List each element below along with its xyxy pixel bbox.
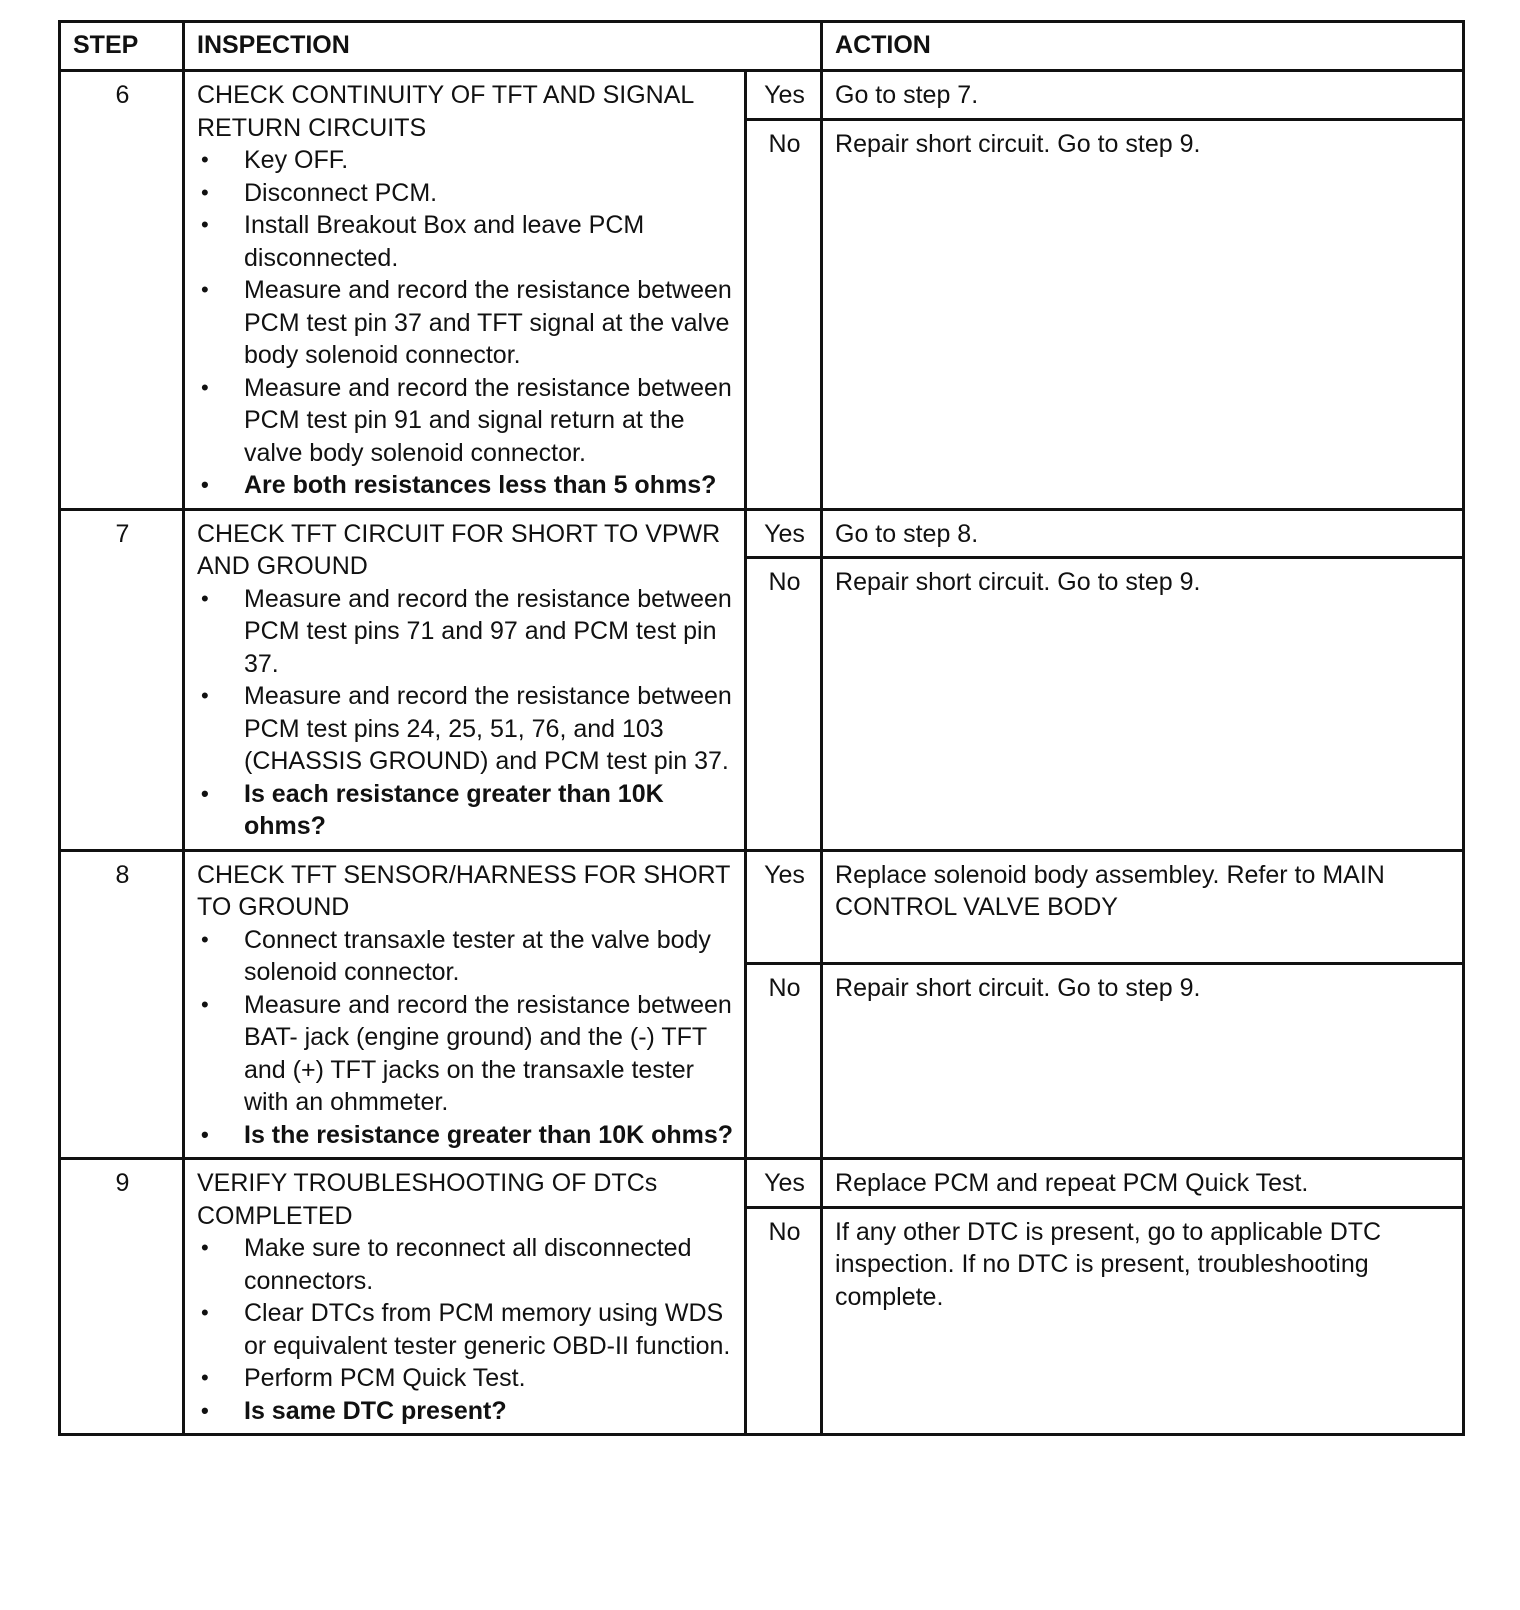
inspection-steps [197,924,734,1152]
bullet-icon: • [201,1121,209,1147]
inspection-title: CHECK TFT CIRCUIT FOR SHORT TO VPWR AND GROUND [197,519,721,580]
bullet-icon: • [201,991,209,1017]
inspection-step-text: Measure and record the resistance between PCM test pin 37 and TFT signal at the valve body solenoid connector. [244,276,732,369]
inspection-question-text: Is same DTC present? [244,1396,507,1425]
inspection-step-text: Install Breakout Box and leave PCM disconnected. [244,211,645,272]
inspection-step-text: Measure and record the resistance between BAT- jack (engine ground) and the (-) TFT and (+) TFT jacks on the transaxle tester with an ohmmeter. [244,990,732,1116]
inspection-step [197,1362,734,1395]
header-inspection: INSPECTION [184,22,822,71]
diagnostic-table [58,20,1465,1436]
inspection-step-text: Measure and record the resistance between PCM test pins 71 and 97 and PCM test pin 37. [244,584,732,678]
answer-yes: Yes [746,71,822,120]
answer-no: No [746,558,822,851]
inspection-cell [184,509,746,850]
answer-no: No [746,963,822,1159]
inspection-step [197,274,734,372]
step-number: 9 [60,1159,184,1435]
inspection-question-text: Is the resistance greater than 10K ohms? [244,1120,734,1149]
step-number: 7 [60,509,184,850]
inspection-step [197,583,734,681]
inspection-question-text: Is each resistance greater than 10K ohms? [244,779,664,840]
answer-yes: Yes [746,1159,822,1208]
bullet-icon: • [201,277,209,302]
inspection-step [197,989,734,1119]
action-no: Repair short circuit. Go to step 9. [822,963,1464,1159]
inspection-step [197,144,734,177]
action-yes: Replace solenoid body assembley. Refer to MAIN CONTROL VALVE BODY [822,850,1464,963]
inspection-cell [184,1159,746,1435]
answer-no: No [746,1207,822,1435]
step-7-group [60,509,1464,850]
bullet-icon: • [201,147,209,172]
inspection-step [197,924,734,989]
header-row [60,22,1464,71]
bullet-icon: • [201,212,209,237]
header-step: STEP [60,22,184,71]
step-8-yes-row [60,850,1464,963]
inspection-question [197,1119,734,1152]
inspection-question [197,1395,734,1428]
inspection-steps [197,144,734,502]
bullet-icon: • [201,683,209,708]
bullet-icon: • [201,179,209,205]
inspection-steps [197,1232,734,1427]
step-7-yes-row [60,509,1464,558]
inspection-step [197,680,734,778]
step-6-yes-row [60,71,1464,120]
bullet-icon: • [201,585,209,611]
bullet-icon: • [201,926,209,952]
step-6-group [60,71,1464,510]
inspection-step [197,209,734,274]
action-no: Repair short circuit. Go to step 9. [822,558,1464,851]
inspection-step-text: Connect transaxle tester at the valve body solenoid connector. [244,925,711,986]
inspection-question [197,469,734,502]
bullet-icon: • [201,1300,209,1325]
answer-yes: Yes [746,850,822,963]
inspection-title: VERIFY TROUBLESHOOTING OF DTCs COMPLETED [197,1169,658,1230]
inspection-step-text: Clear DTCs from PCM memory using WDS or equivalent tester generic OBD-II function. [244,1299,731,1360]
action-yes: Replace PCM and repeat PCM Quick Test. [822,1159,1464,1208]
step-number: 6 [60,71,184,510]
inspection-cell [184,850,746,1159]
step-9-yes-row [60,1159,1464,1208]
inspection-step [197,1232,734,1297]
inspection-step [197,372,734,470]
bullet-icon: • [201,1365,209,1390]
inspection-step-text: Key OFF. [244,146,349,174]
answer-yes: Yes [746,509,822,558]
answer-no: No [746,119,822,509]
header-action: ACTION [822,22,1464,71]
inspection-step-text: Disconnect PCM. [244,178,438,207]
bullet-icon: • [201,472,209,497]
inspection-cell [184,71,746,510]
bullet-icon: • [201,374,209,400]
inspection-title: CHECK TFT SENSOR/HARNESS FOR SHORT TO GROUND [197,860,730,921]
bullet-icon: • [201,1397,209,1423]
inspection-question [197,778,734,843]
bullet-icon: • [201,1235,209,1260]
inspection-step [197,177,734,210]
action-no: If any other DTC is present, go to applicable DTC inspection. If no DTC is present, troubleshooting complete. [822,1207,1464,1435]
inspection-step-text: Measure and record the resistance between PCM test pins 24, 25, 51, 76, and 103 (CHASSIS GROUND) and PCM test pin 37. [244,682,732,775]
inspection-steps [197,583,734,843]
inspection-step [197,1297,734,1362]
inspection-step-text: Perform PCM Quick Test. [244,1364,526,1392]
step-9-group [60,1159,1464,1435]
bullet-icon: • [201,780,209,806]
action-no: Repair short circuit. Go to step 9. [822,119,1464,509]
inspection-step-text: Measure and record the resistance between PCM test pin 91 and signal return at the valve body solenoid connector. [244,373,732,467]
inspection-step-text: Make sure to reconnect all disconnected connectors. [244,1234,692,1295]
step-8-group [60,850,1464,1159]
inspection-title: CHECK CONTINUITY OF TFT AND SIGNAL RETURN CIRCUITS [197,81,694,142]
action-yes: Go to step 8. [822,509,1464,558]
inspection-question-text: Are both resistances less than 5 ohms? [244,471,717,499]
action-yes: Go to step 7. [822,71,1464,120]
step-number: 8 [60,850,184,1159]
